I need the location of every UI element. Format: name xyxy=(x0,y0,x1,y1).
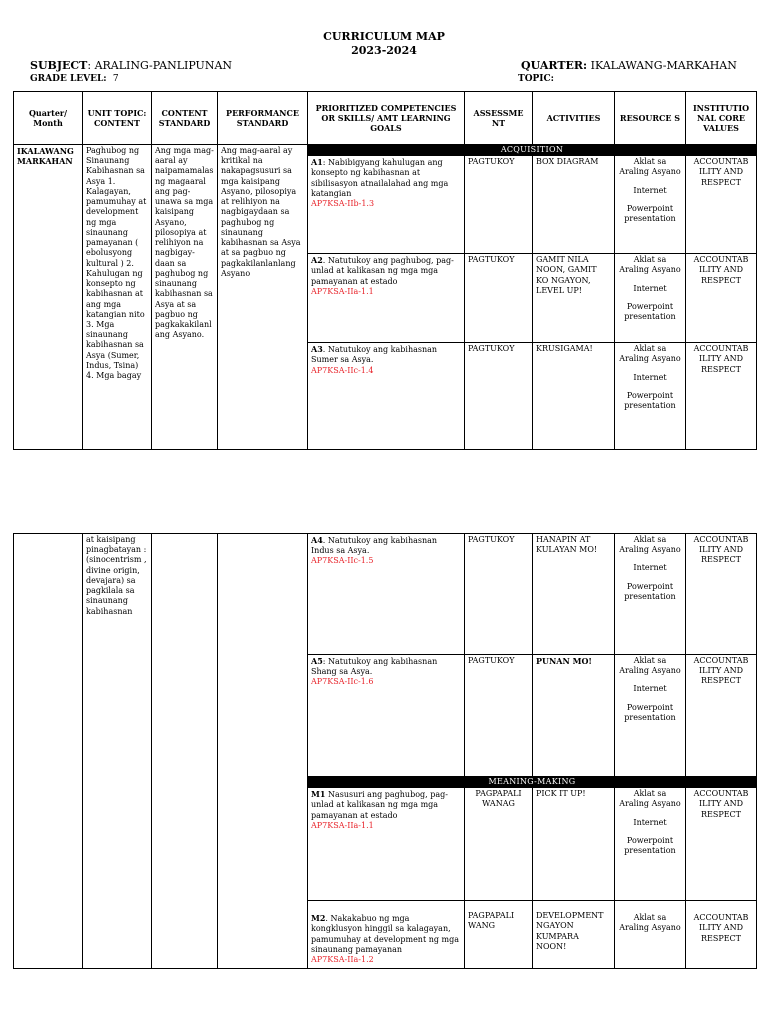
activity-cell: HANAPIN AT KULAYAN MO! xyxy=(533,534,615,655)
col-values: INSTITUTIO NAL CORE VALUES xyxy=(686,92,757,145)
quarter-line xyxy=(521,59,737,72)
competency-code: AP7KSA-IIa-1.2 xyxy=(311,955,374,965)
activity-cell: PICK IT UP! xyxy=(533,788,615,901)
values-cell: ACCOUNTAB ILITY AND RESPECT xyxy=(686,788,757,901)
content-standard-cell-cont xyxy=(152,534,218,969)
performance-standard-cell-cont xyxy=(218,534,308,969)
header-row xyxy=(14,92,757,145)
col-quarter: Quarter/ Month xyxy=(14,92,83,145)
competency-code: AP7KSA-IIb-1.3 xyxy=(311,199,375,209)
competency-code: AP7KSA-IIa-1.1 xyxy=(311,286,374,296)
activity-cell: DEVELOPMENT NGAYON KUMPARA NOON! xyxy=(533,901,615,969)
resources-cell: Aklat sa Araling Asyano Internet Powerpoint presentation xyxy=(615,343,686,450)
unit-topic-cell: Paghubog ng Sinaunang Kabihasnan sa Asya 1. Kalagayan, pamumuhay at development ng mga sinaunang pamayanan ( ebolusyong kultural ) 2. Kahulugan ng konsepto ng kabihasnan at ang mga katangian nito 3. Mga sinaunang kabihasnan sa Asya (Sumer, Indus, Tsina) 4. Mga bagay xyxy=(83,145,152,450)
col-competencies: PRIORITIZED COMPETENCIES OR SKILLS/ AMT LEARNING GOALS xyxy=(308,92,465,145)
values-cell: ACCOUNTAB ILITY AND RESPECT xyxy=(686,655,757,777)
competency-code: AP7KSA-IIc-1.4 xyxy=(311,365,374,375)
col-assessment: ASSESSME NT xyxy=(465,92,533,145)
assessment-cell: PAGTUKOY xyxy=(465,534,533,655)
table-row xyxy=(14,534,757,655)
quarter-label: QUARTER: xyxy=(521,59,588,72)
activity-cell: GAMIT NILA NOON, GAMIT KO NGAYON, LEVEL UP! xyxy=(533,254,615,343)
competency-cell: M1 Nasusuri ang paghubog, pag-unlad at kalikasan ng mga mga pamayanan at estado AP7KSA-IIa-1.1 xyxy=(308,788,465,901)
competency-cell: A3. Natutukoy ang kabihasnan Sumer sa Asya. AP7KSA-IIc-1.4 xyxy=(308,343,465,450)
performance-standard-cell: Ang mag-aaral ay kritikal na nakapagsusuri sa mga kaisipang Asyano, pilosopiya at relihiyon na nagbigaydaan sa paghubog ng sinaunang kabihasnan sa Asya at sa pagbuo ng pagkakilanlanlang Asyano xyxy=(218,145,308,450)
competency-cell: A5: Natutukoy ang kabihasnan Shang sa Asya. AP7KSA-IIc-1.6 xyxy=(308,655,465,777)
assessment-cell: PAGTUKOY xyxy=(465,156,533,254)
quarter-month-cell: IKALAWANG MARKAHAN xyxy=(14,145,83,450)
col-activities: ACTIVITIES xyxy=(533,92,615,145)
assessment-cell: PAGTUKOY xyxy=(465,343,533,450)
page-title: CURRICULUM MAP xyxy=(323,30,445,43)
resources-cell: Aklat sa Araling Asyano Internet Powerpoint presentation xyxy=(615,655,686,777)
assessment-cell: PAGTUKOY xyxy=(465,254,533,343)
resources-cell: Aklat sa Araling Asyano Internet Powerpoint presentation xyxy=(615,156,686,254)
values-cell: ACCOUNTAB ILITY AND RESPECT xyxy=(686,254,757,343)
resources-cell: Aklat sa Araling Asyano Internet Powerpoint presentation xyxy=(615,788,686,901)
competency-cell: A1: Nabibigyang kahulugan ang konsepto ng kabihasnan at sibilisasyon atnailalahad ang mga katangian AP7KSA-IIb-1.3 xyxy=(308,156,465,254)
assessment-cell: PAGPAPALI WANG xyxy=(465,901,533,969)
values-cell: ACCOUNTAB ILITY AND RESPECT xyxy=(686,534,757,655)
resources-cell: Aklat sa Araling Asyano Internet Powerpoint presentation xyxy=(615,534,686,655)
band-acquisition: ACQUISITION xyxy=(308,145,757,156)
curriculum-table-part2 xyxy=(13,533,757,969)
school-year: 2023-2024 xyxy=(351,44,417,57)
subject-line xyxy=(30,59,232,72)
col-resources: RESOURCE S xyxy=(615,92,686,145)
values-cell: ACCOUNTAB ILITY AND RESPECT xyxy=(686,901,757,969)
topic-label: TOPIC: xyxy=(518,74,554,84)
activity-cell: BOX DIAGRAM xyxy=(533,156,615,254)
grade-value: 7 xyxy=(112,74,119,84)
grade-label: GRADE LEVEL: xyxy=(30,74,107,84)
curriculum-table-part1 xyxy=(13,91,757,450)
competency-cell: M2. Nakakabuo ng mga kongklusyon hinggil sa kalagayan, pamumuhay at development ng mga sinaunang pamayanan AP7KSA-IIa-1.2 xyxy=(308,901,465,969)
col-content-standard: CONTENT STANDARD xyxy=(152,92,218,145)
competency-cell: A4. Natutukoy ang kabihasnan Indus sa Asya. AP7KSA-IIc-1.5 xyxy=(308,534,465,655)
assessment-cell: PAGPAPALI WANAG xyxy=(465,788,533,901)
values-cell: ACCOUNTAB ILITY AND RESPECT xyxy=(686,156,757,254)
competency-code: AP7KSA-IIc-1.5 xyxy=(311,556,374,566)
competency-code: AP7KSA-IIc-1.6 xyxy=(311,677,374,687)
subject-label: SUBJECT xyxy=(30,59,88,72)
activity-cell: PUNAN MO! xyxy=(533,655,615,777)
assessment-cell: PAGTUKOY xyxy=(465,655,533,777)
quarter-month-cell-cont xyxy=(14,534,83,969)
band-meaning-making: MEANING-MAKING xyxy=(308,777,757,788)
unit-topic-cell-cont: at kaisipang pinagbatayan : (sinocentrism , divine origin, devajara) sa pagkilala sa sinaunang kabihasnan xyxy=(83,534,152,969)
col-performance-standard: PERFORMANCE STANDARD xyxy=(218,92,308,145)
resources-cell: Aklat sa Araling Asyano Internet Powerpoint presentation xyxy=(615,254,686,343)
activity-cell: KRUSIGAMA! xyxy=(533,343,615,450)
grade-line xyxy=(30,74,119,84)
col-unit-topic: UNIT TOPIC: CONTENT xyxy=(83,92,152,145)
subject-value: : ARALING-PANLIPUNAN xyxy=(87,59,233,72)
content-standard-cell: Ang mga mag-aaral ay naipamamalas ng magaaral ang pag-unawa sa mga kaisipang Asyano, pilosopiya at relihiyon na nagbigay-daan sa paghubog ng sinaunang kabihasnan sa Asya at sa pagbuo ng pagkakakilanlang Asyano. xyxy=(152,145,218,450)
resources-cell: Aklat sa Araling Asyano xyxy=(615,901,686,969)
quarter-value: IKALAWANG-MARKAHAN xyxy=(590,59,737,72)
values-cell: ACCOUNTAB ILITY AND RESPECT xyxy=(686,343,757,450)
competency-code: AP7KSA-IIa-1.1 xyxy=(311,820,374,830)
competency-cell: A2. Natutukoy ang paghubog, pag-unlad at kalikasan ng mga mga pamayanan at estado AP7KSA-IIa-1.1 xyxy=(308,254,465,343)
